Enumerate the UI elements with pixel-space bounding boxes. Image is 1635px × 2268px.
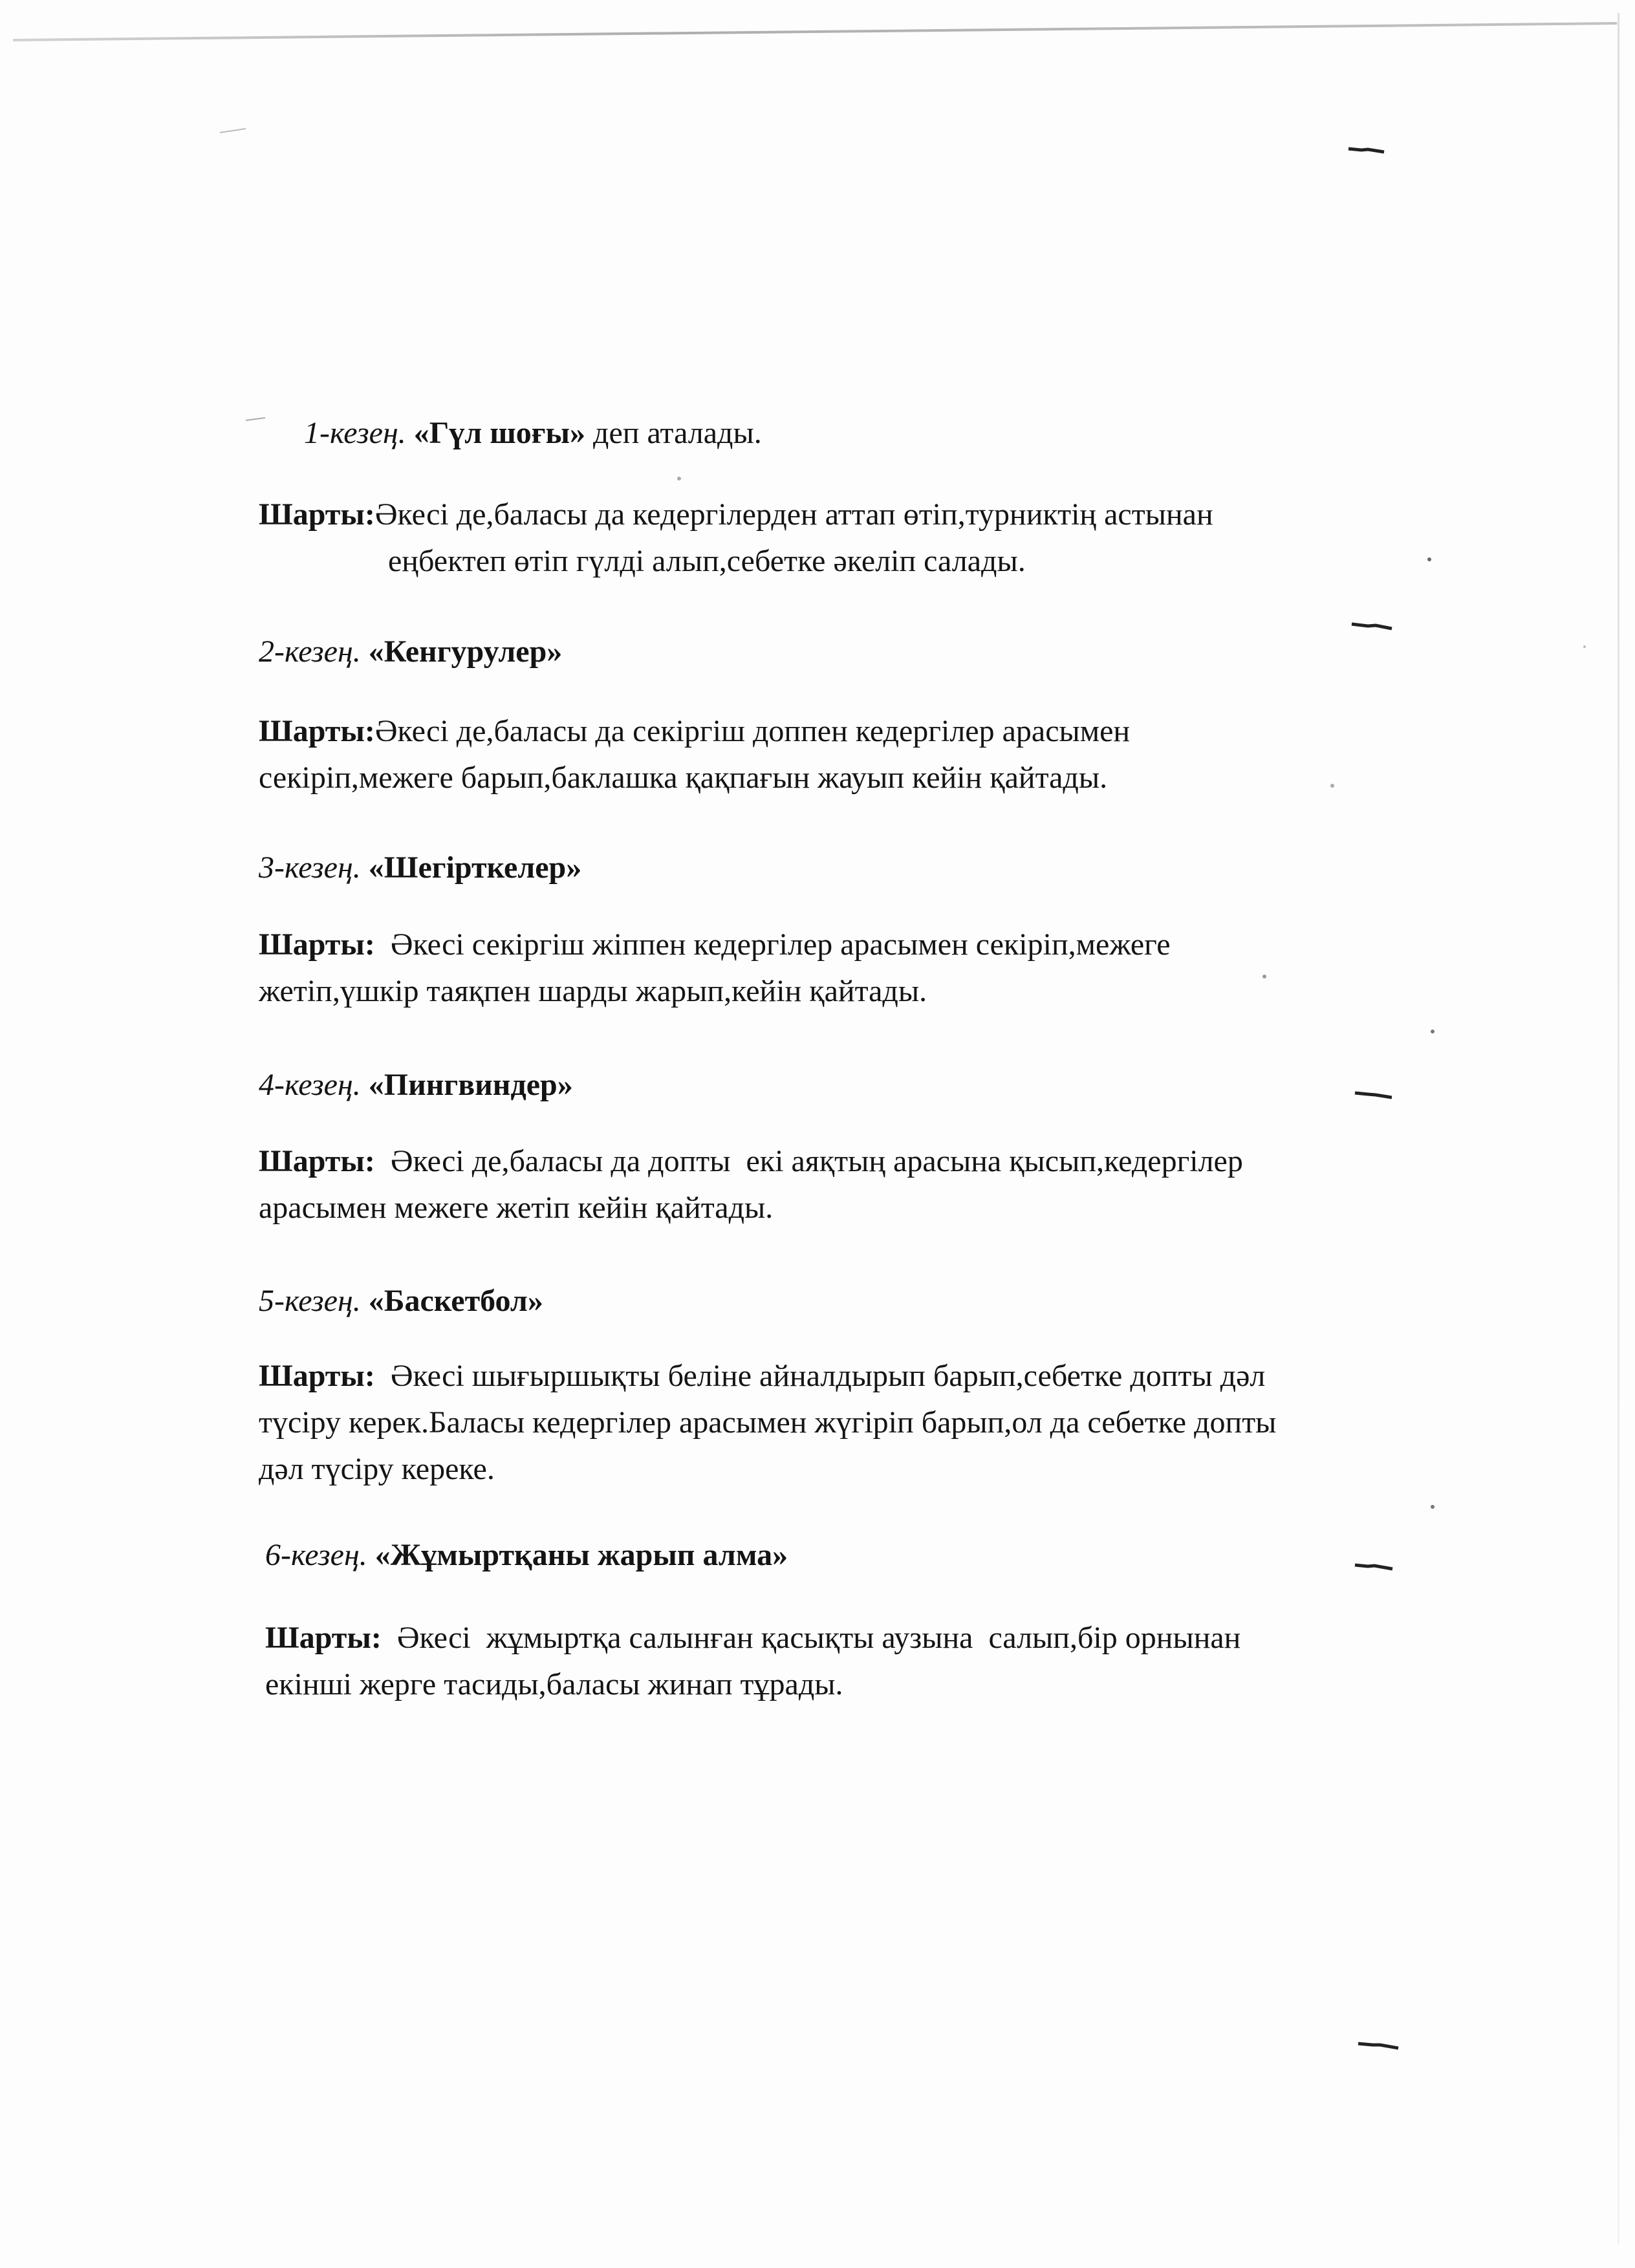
- stage-2-heading: [259, 632, 562, 671]
- stage-2-title: «Кенгурулер»: [368, 634, 563, 669]
- stage-1-title: «Гүл шоғы»: [413, 416, 586, 450]
- scan-right-border: [1618, 13, 1619, 2244]
- stage-6-condition: [265, 1615, 1559, 1708]
- stage-3-number: 3-кезең.: [259, 850, 361, 885]
- stage-4-title: «Пингвиндер»: [368, 1068, 573, 1102]
- stage-5-condition-line-3: дәл түсіру кереке.: [259, 1452, 495, 1486]
- stage-3-condition-label: Шарты:: [259, 927, 375, 962]
- stage-5-condition: [259, 1353, 1552, 1493]
- stage-5-title: «Баскетбол»: [368, 1284, 543, 1318]
- stage-3-condition-line-1: Әкесі секіргіш жіппен кедергілер арасымен секіріп,межеге: [374, 927, 1171, 962]
- stage-4-heading: [259, 1066, 573, 1105]
- stage-5-number: 5-кезең.: [259, 1284, 361, 1318]
- stage-1-number: 1-кезең.: [304, 416, 406, 450]
- stage-4-condition-line-1: Әкесі де,баласы да допты екі аяқтың арасына қысып,кедергілер: [374, 1144, 1243, 1178]
- stage-2-condition-label: Шарты:: [259, 714, 375, 748]
- stage-5-condition-label: Шарты:: [259, 1359, 375, 1393]
- stage-2-condition-line-1: Әкесі де,баласы да секіргіш доппен кедергілер арасымен: [374, 714, 1131, 748]
- stage-2-condition-line-2: секіріп,межеге барып,баклашка қақпағын жауып кейін қайтады.: [259, 761, 1108, 795]
- stage-5-condition-line-2: түсіру керек.Баласы кедергілер арасымен жүгіріп барып,ол да себетке допты: [259, 1405, 1277, 1440]
- stage-6-title: «Жұмыртқаны жарып алма»: [374, 1538, 788, 1572]
- stage-1-condition-line-2: еңбектеп өтіп гүлді алып,себетке әкеліп салады.: [388, 544, 1026, 578]
- stage-2-condition: [259, 708, 1552, 801]
- scan-top-border: [13, 22, 1617, 41]
- stage-1-condition: [259, 491, 1552, 585]
- stage-6-number: 6-кезең.: [265, 1538, 367, 1572]
- stage-1-condition-label: Шарты:: [259, 497, 375, 532]
- stage-1-condition-line-1: Әкесі де,баласы да кедергілерден аттап өтіп,турниктің астынан: [374, 497, 1213, 532]
- stage-1-heading: [304, 414, 762, 453]
- stage-6-heading: [265, 1536, 788, 1575]
- stage-6-condition-line-1: Әкесі жұмыртқа салынған қасықты аузына салып,бір орнынан: [381, 1621, 1241, 1655]
- stage-6-condition-line-2: екінші жерге тасиды,баласы жинап тұрады.: [265, 1667, 843, 1701]
- stage-1-suffix: деп аталады.: [585, 416, 762, 450]
- stage-4-condition-line-2: арасымен межеге жетіп кейін қайтады.: [259, 1191, 774, 1225]
- stage-4-condition-label: Шарты:: [259, 1144, 375, 1178]
- stage-3-condition-line-2: жетіп,үшкір таяқпен шарды жарып,кейін қайтады.: [259, 974, 927, 1008]
- stage-5-heading: [259, 1282, 543, 1321]
- stage-5-condition-line-1: Әкесі шығыршықты беліне айналдырып барып,себетке допты дәл: [374, 1359, 1266, 1393]
- stage-3-title: «Шегірткелер»: [368, 850, 582, 885]
- stage-6-condition-label: Шарты:: [265, 1621, 382, 1655]
- stage-4-condition: [259, 1138, 1552, 1231]
- stage-3-condition: [259, 922, 1552, 1015]
- stage-2-number: 2-кезең.: [259, 634, 361, 669]
- stage-4-number: 4-кезең.: [259, 1068, 361, 1102]
- stage-3-heading: [259, 848, 581, 887]
